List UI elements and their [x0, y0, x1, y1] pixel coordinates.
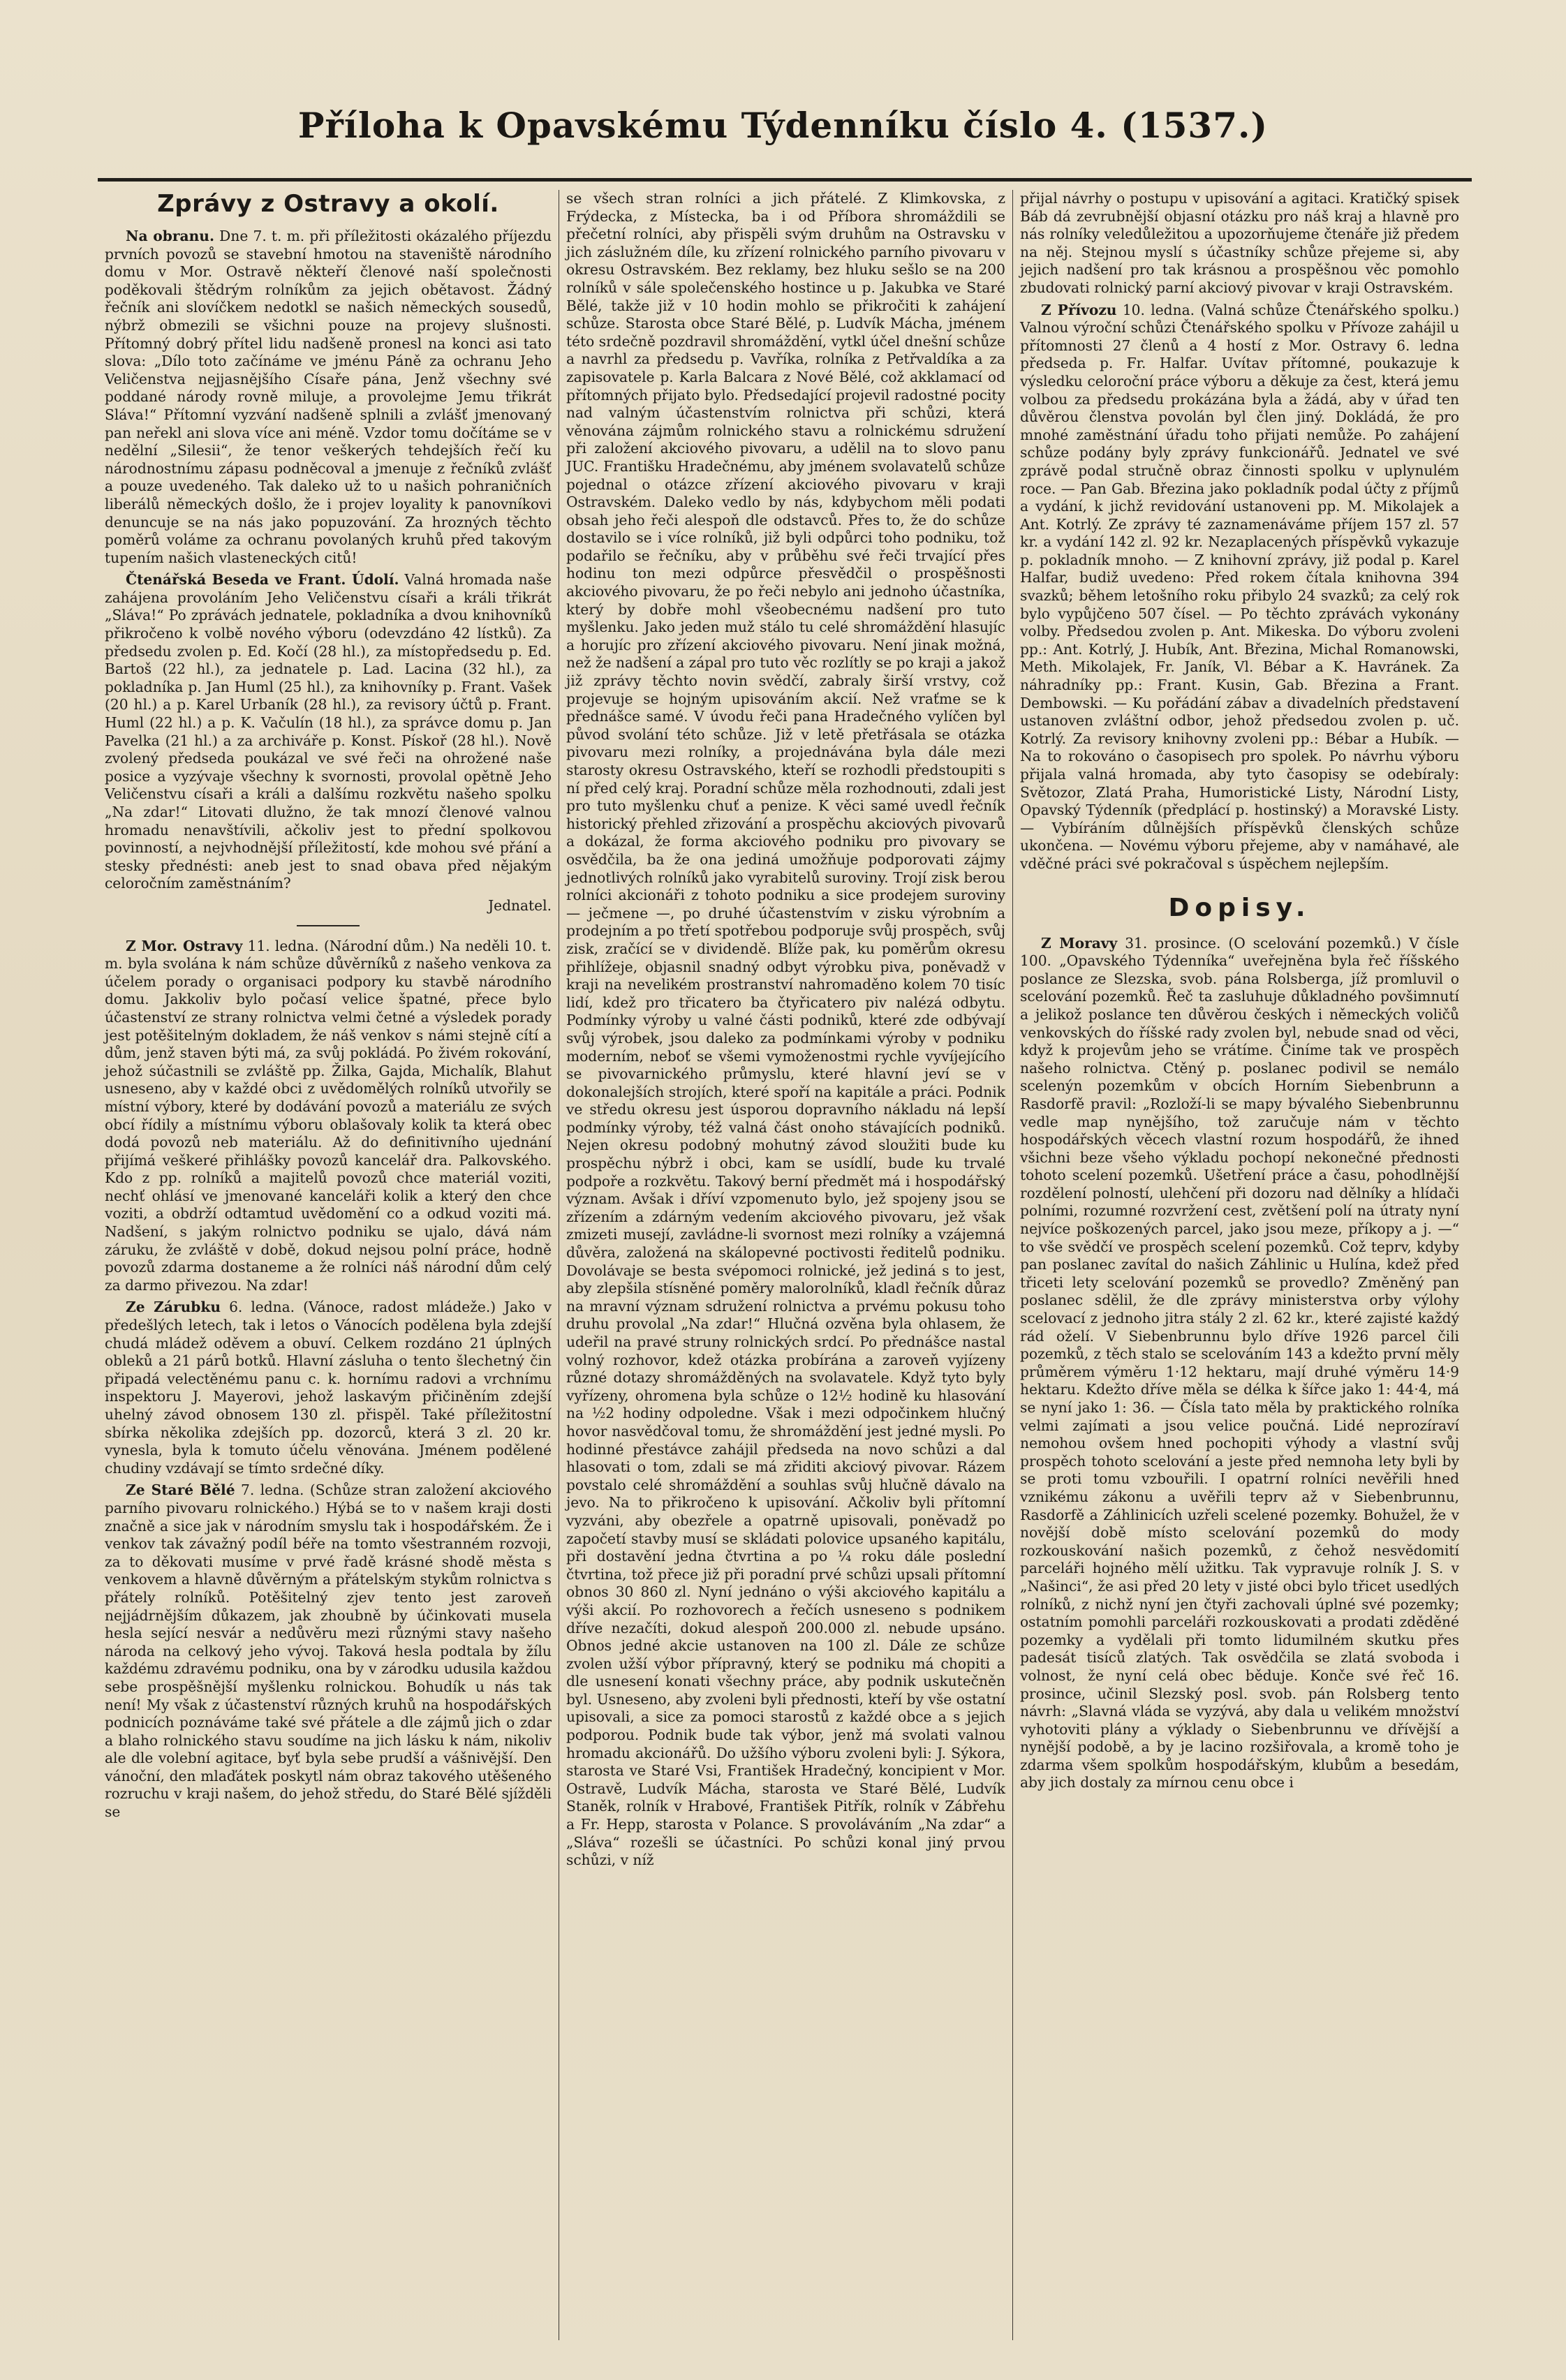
article-text: 11. ledna. (Národní dům.) Na neděli 10. t. m. byla svolána k nám schůze důvěrníků z našeho venkova za účelem porady o organisaci podpory ku stavbě národního domu. Jakkoliv bylo počasí velice špatné, přece bylo účastenství ze strany rolnictva velmi četné a výsledek porady jest potěšitelným dokladem, že náš venkov s námi stejně cítí a dům, jenž staven býti má, za svůj pokládá. Po živém rokování, jehož súčastnili se zvláště pp. Žilka, Gajda, Michalík, Blahut usneseno, aby v každé obci z uvědomělých rolníků utvořily se místní výbory, které by dodávání povozů a materiálu ze svých obcí řídily a místnímu výboru oblašovaly kolik ta která obec dodá povozů neb materiálu. Až do definitivního ujednání přijímá veškeré přihlášky povozů kancelář dra. Palkovského. Kdo z pp. rolníků a majitelů povozů chce materiál voziti, nechť ohlásí ve jmenované kanceláři kolik a který den chce voziti, a obdrží odtamtud uvědomění co a odkud voziti má. Nadšení, s jakým rolnictvo podniku se ujalo, dává nám záruku, že zvláště v době, dokud nejsou polní práce, hodně povozů zdarma dostaneme a že rolníci náš národní dům celý za darmo přivezou. Na zdar! [105, 937, 552, 1294]
article-text: 31. prosince. (O scelování pozemků.) V čísle 100. „Opavského Týdenníka“ uveřejněna byla řeč říšského poslance ze Slezska, svob. pána Rolsberga, jíž promluvil o scelování pozemků. Řeč ta zasluhuje důkladného povšimnutí a jelikož poslance ten důvěrou českých i německých voličů venkovských do říšské rady zvolen byl, nebude snad od věci, když k projevům jeho se vrátíme. Činíme tak ve prospěch našeho rolnictva. Ctěný p. poslanec podivil se nemálo scelenýn pozemkům v obcích Horním Siebenbrunn a Rasdorfě pravil: „Rozloží-li se mapy bývalého Siebenbrunnu vedle map nynějšího, tož zaručuje nám v těchto hospodářských věcech vlastní rozum hospodářů, že ihned všichni beze všeho výkladu pochopí nekonečné přednosti tohoto scelení pozemků. Ušetření práce a času, pohodlnější rozdělení polností, ulehčení při dozoru nad dělníky a hlídači polními, rozumné rozvržení cest, zvětšení polí na útraty nyní nejvíce poškozených parcel, jako jsou meze, příkopy a j. —“ to vše svědčí ve prospěch scelení pozemků. Což teprv, kdyby pan poslanec zavítal do našich Záhlinic u Hulína, kdež před třiceti lety scelování pozemků se provedlo? Změněný pan poslanec sdělil, že dle zprávy ministerstva orby výlohy scelovací z jednoho jitra stály 2 zl. 62 kr., které zajisté každý rád oželí. V Siebenbrunnu bylo dříve 1926 parcel čili pozemků, z těch stalo se scelováním 143 a kdežto první měly průměrem výměru 1·12 hektaru, mají druhé výměru 14·9 hektaru. Kdežto dříve měla se délka k šířce jako 1: 44·4, má se nyní jako 1: 36. — Čísla tato měla by praktického rolníka velmi zajímati a jsou velice poučná. Lidé neprozíraví nemohou ovšem hned pochopiti výhody a vlastní svůj prospěch tohoto scelování a jeste před nemnoha lety byli by se proti tomu vzbouřili. I opatrní rolníci nevěřili hned vznikému zákonu a uvěřili teprv až v Siebenbrunnu, Rasdorfě a Záhlinicích uzřeli scelené pozemky. Bohužel, že v novější době místo scelování pozemků do mody rozkouskování našich pozemků, z čehož nesvědomití parceláři hojného mělí užitku. Tak vypravuje rolník J. S. v „Našinci“, že asi před 20 lety v jisté obci bylo třicet usedlých rolníků, z nichž nyní jen čtyři zachovali úplné své pozemky; ostatním pomohli parceláři rozkouskovati a prodati zděděné pozemky a vydělali při tomto lidumilném skutku přes padesát tisíců zlatých. Tak osvědčila se zlatá svoboda i volnost, že nyní celá obec běduje. Konče své řeč 16. prosince, učinil Slezský posl. svob. pán Rolsberg tento návrh: „Slavná vláda se vyzývá, aby dala u velikém množství vyhotoviti plány a výklady o Siebenbrunnu ve dřívější a nynější podobě, a by je lacino rozšiřovala, a kromě toho je zdarma všem spolkům hospodářským, klubům a besedám, aby jich dostaly za mírnou cenu obce i [1020, 934, 1459, 1791]
column-2 [559, 190, 1012, 2340]
column-3 [1012, 190, 1466, 2340]
article-text: Valná hromada naše zahájena provoláním Jeho Veličenstvu císaři a králi třikrát „Sláva!“ Po zprávách jednatele, pokladníka a dvou knihovníků přikročeno k volbě nového výboru (odevzdáno 42 lístků). Za předsedu zvolen p. Ed. Kočí (28 hl.), za místopředsedu p. Ed. Bartoš (22 hl.), za jednatele p. Lad. Lacina (32 hl.), za pokladníka p. Jan Huml (25 hl.), za knihovníky p. Frant. Vašek (20 hl.) a p. Karel Urbaník (28 hl.), za revisory účtů p. Frant. Huml (22 hl.) a p. K. Vačulín (18 hl.), za správce domu p. Jan Pavelka (21 hl.) a za archiváře p. Konst. Pískoř (28 hl.). Nově zvolený předseda poukázal ve své řeči na ohrožené naše posice a vyzývaje všechny k svornosti, provolal opětně Jeho Veličenstvu císaři a králi a dalšímu rozkvětu našeho spolku „Na zdar!“ Litovati dlužno, že tak mnozí členové valnou hromadu nenavštívili, ačkoliv jest to přední spolkovou povinností, a nejvhodnější příležitostí, kde mohou své přání a stesky přednésti: aneb jest to snad obava před nějakým celoročním zaměstnáním? [105, 571, 552, 892]
columns [98, 190, 1466, 2340]
article-lead: Čtenářská Beseda ve Frant. Údolí. [126, 571, 399, 589]
article-continuation [1020, 190, 1459, 297]
article-privoz [1020, 302, 1459, 873]
article-continuation [566, 190, 1005, 1870]
article-text: Dne 7. t. m. při příležitosti okázalého příjezdu prvních povozů se stavební hmotou na staveniště národního domu v Mor. Ostravě někteří členové naší společnosti poděkovali štědrým rolníkům za jejich obětavost. Žádný řečník ani slovíčkem nedotkl se našich německých sousedů, nýbrž obmezili se všichni pouze na projevy slušnosti. Přítomný dobrý přítel lidu nadšeně pronesl na konci asi tato slova: „Dílo toto začínáme ve jménu Páně za ochranu Jeho Veličenstva nejjasnějšího Císaře pána, Jenž všechny své poddané národy rovně miluje, a provolejme Jemu třikrát Sláva!“ Přítomní vyzvání nadšeně splnili a zvlášť jmenovaný pan neřekl ani slova více ani méně. Vzdor tomu dočítáme se v nedělní „Silesii“, že tenor veškerých tehdejších řečí ku národnostnímu zápasu podněcoval a jmenuje z řečníků zvlášť a pouze uvedeného. Tak daleko už to u našich pohraničních liberálů německých došlo, že i projev loyality k panovníkovi denuncuje se na nás jako popuzování. Za hrozných těchto poměrů voláme za ochranu povolaných kruhů před takovým tupením našich vlasteneckých citů! [105, 228, 552, 566]
article-lead: Z Moravy [1041, 934, 1118, 952]
article-lead: Z Mor. Ostravy [126, 937, 243, 954]
article-lead: Z Přívozu [1041, 301, 1117, 318]
article-text: přijal návrhy o postupu v upisování a agitaci. Kratičký spisek Báb dá zevrubnější objasní otázku pro náš kraj a hlavně pro nás rolníky veledůležitou a upozorňujeme čtenáře již předem na něj. Stejnou myslí s účastníky schůze přejeme si, aby jejich nadšení pro tak krásnou a prospěšnou věc pomohlo zbudovati rolnický parní akciový pivovar v kraji Ostravském. [1020, 190, 1459, 296]
article-stara-bela [105, 1481, 552, 1821]
article-lead: Ze Zárubku [126, 1299, 221, 1316]
article-text: 6. ledna. (Vánoce, radost mládeže.) Jako v předešlých letech, tak i letos o Vánocích podělena byla zdejší chudá mládež oděvem a obuví. Celkem rozdáno 21 úplných obleků a 21 párů botků. Hlavní zásluha o tento šlechetný čin připadá velectěnému panu c. k. hornímu radovi a vrchnímu inspektoru J. Mayerovi, jehož laskavým přičiněním zdejší uhelný závod obnosem 130 zl. přispěl. Také příležitostní sbírka několika zdejších pp. dozorců, která 3 zl. 20 kr. vynesla, byla k tomuto účelu věnována. Jménem podělené chudiny vzdávají se tímto srdečné díky. [105, 1299, 552, 1477]
page-title: Příloha k Opavskému Týdenníku číslo 4. (1537.) [297, 105, 1269, 146]
article-na-obranu [105, 228, 552, 567]
article-text: 10. ledna. (Valná schůze Čtenářského spolku.) Valnou výroční schůzi Čtenářského spolku v Přívoze zahájil u přítomnosti 27 členů a 4 hostí z Mor. Ostravy 6. ledna předseda p. Fr. Halfar. Uvítav přítomné, poukazuje k výsledku celoroční práce výboru a děkuje za čest, která jemu volbou za předsedu prokázána byla a žádá, aby v úřad ten důvěrou členstva povolán byl člen jiný. Dokládá, že pro mnohé zaměstnání úřadu toho přijati nemůže. Po zahájení schůze podány byly zprávy funkcionářů. Jednatel ve své zprávě podal stručně obraz činnosti spolku v uplynulém roce. — Pan Gab. Březina jako pokladník podal účty z příjmů a vydání, k jichž revidování ustanoveni pp. M. Mikolajek a Ant. Kotrlý. Ze zprávy té zaznamenáváme příjem 157 zl. 57 kr. a vydání 142 zl. 92 kr. Nezaplacených příspěvků vykazuje p. pokladník mnoho. — Z knihovní zprávy, již podal p. Karel Halfar, budiž uvedeno: Před rokem čítala knihovna 394 svazků; během letošního roku přibylo 24 svazků; za celý rok bylo vypůjčeno 507 čísel. — Po těchto zprávách vykonány volby. Předsedou zvolen p. Ant. Mikeska. Do výboru zvoleni pp.: Ant. Kotrlý, J. Hubík, Ant. Březina, Michal Romanowski, Meth. Mikolajek, Fr. Janík, Vl. Bébar a K. Havránek. Za náhradníky pp.: Frant. Kusin, Gab. Březina a Frant. Dembowski. — Ku pořádání zábav a divadelních představení ustanoven zvláštní odbor, jehož předsedou zvolen p. uč. Kotrlý. Za revisory knihovny zvoleni pp.: Bébar a Hubík. — Na to rokováno o časopisech pro spolek. Po návrhu výboru přijala valná hromada, aby tyto časopisy se odebíraly: Světozor, Zlatá Praha, Humoristické Listy, Národní Listy, Opavský Týdenník (předplácí p. hostinský) a Moravské Listy. — Vybíráním důlnějších příspěvků členských schůze ukončena. — Novému výboru přejeme, aby v namáhavé, ale vděčné práci své pokračoval s úspěchem nejlepším. [1020, 301, 1459, 872]
article-zarubek [105, 1299, 552, 1477]
article-ctenarska-beseda [105, 571, 552, 893]
article-signature: Jednatel. [488, 896, 552, 914]
dopisy-title: Dopisy. [1168, 893, 1311, 922]
page-header [0, 105, 1566, 146]
article-lead: Na obranu. [126, 228, 214, 244]
article-mor-ostrava [105, 938, 552, 1295]
header-rule [98, 178, 1472, 182]
article-text: se všech stran rolníci a jich přátelé. Z Klimkovska, z Frýdecka, z Místecka, ba i od Příbora shromáždili se přečetní rolníci, aby přispěli svým druhům na Ostravsku v jich záslužném díle, ku zřízení rolnického parního pivovaru v okresu Ostravském. Bez reklamy, bez hluku sešlo se na 200 rolníků v sále společenského hostince u p. Jakubka ve Staré Bělé, takže již v 10 hodin mohlo se přikročiti k zahájení schůze. Starosta obce Staré Bělé, p. Ludvík Mácha, jménem této srdečně pozdravil shromáždění, vytkl účel dnešní schůze a navrhl za předsedu p. Vavříka, rolníka z Petřvaldíka a za zapisovatele p. Karla Balcara z Nové Bělé, což akklamací od přítomných přijato bylo. Předsedající projevil radostné pocity nad valným účastenstvím rolnictva při schůzi, která věnována zájmům rolnického stavu a rolnickému sdružení při založení akciového pivovaru, a udělil na to slovo panu JUC. Františku Hradečnému, aby jménem svolavatelů schůze pojednal o otázce zřízení akciového pivovaru v kraji Ostravském. Daleko vedlo by nás, kdybychom měli podati obsah jeho řeči alespoň dle odstavců. Přes to, že do schůze dostavilo se i více rolníků, již byli odpůrci toho podniku, tož podařilo se řečníku, aby v průběhu své řeči trvající přes hodinu ton mezi odpůrce přesvědčil o prospěšnosti akciového pivovaru, že po řeči nebylo ani jednoho účastníka, který by dobře mohl všeobecnému nadšení pro tuto myšlenku. Jako jeden muž stálo tu celé shromáždění hlasujíc a horujíc pro zřízení akciového pivovaru. Není jinak možná, než že nadšení a zápal pro tuto věc rozlítly se po kraji a jakož již zprávy těchto novin svědčí, zabraly širší vrstvy, což projevuje se hojným upisováním akcií. Než vraťme se k přednášce samé. V úvodu řeči pana Hradečného vylíčen byl původ svolání této schůze. Již v letě přetřásala se otázka pivovaru mezi rolníky, a projednávána byla dále mezi starosty okresu Ostravského, kteří se rozhodli předstoupiti s ní před celý kraj. Poradní schůze měla rozhodnouti, zdali jest pro tuto myšlenku chuť a penize. K věci samé uvedl řečník historický přehled zřizování a prospěchu akciových pivovarů a dokázal, že forma akciového podniku pro pivovary se osvědčila, ba že ona jediná umožňuje podporovati zájmy jednotlivých rolníků jako vyrabitelů suroviny. Trojí zisk berou rolníci akcionáři z tohoto podniku a sice prodejem suroviny — ječmene —, po druhé účastenstvím v zisku výrobním a prodejním a po třetí spotřebou podporuje svůj prospěch, svůj zisk, zračící se v dividendě. Blíže pak, ku poměrům okresu přihlížeje, objasnil snadný odbyt výrobku piva, poněvadž v kraji na nevelikém prostranství nahromaděno kolem 70 tisíc lidí, kdež pro třicatero ba čtyřicatero piv nalézá odbytu. Podmínky výroby u valné části podniků, které zde odbývají svůj výrobek, jsou daleko za podmínkami výroby v podniku moderním, neboť se všemi vymoženostmi rychle vyvíjejícího se pivovarnického průmyslu, které hlavní jeví se v dokonalejších strojích, které spoří na kapitále a práci. Podnik ve středu okresu jest úsporou dopravního nákladu ná lepší podmínky výroby, též valná část onoho stávajících podniků. Nejen okresu podobný mohutný závod sloužiti bude ku prospěchu nýbrž i obci, kam se usídlí, bude ku trvalé podpoře a rozkvětu. Takový berní předmět má i hospodářský význam. Avšak i dříví vzpomenuto bylo, jež spojeny jsou se zřízením a zdárným vedením akciového pivovaru, jež však zmizeti musejí, zavládne-li svornost mezi rolníky a vzájemná důvěra, založená na skálopevné poctivosti ředitelů podniku. Dovolávaje se besta svépomoci rolnické, jež jediná s to jest, aby zlepšila stísněné poměry malorolníků, kladl řečník důraz na mravní význam sdružení rolnictva a prvému pokusu toho druhu provolal „Na zdar!“ Hlučná ozvěna byla ohlasem, že udeřil na pravé struny rolnických srdcí. Po přednášce nastal volný rozhovor, kdež otázka probírána a zaroveň vyjízeny různé dotazy shromážděných na svolavatele. Když tyto byly vyřízeny, ohromena byla schůze o 12½ hodině ku hlasování na ½2 hodiny odpoledne. Však i mezi odpočinkem hlučný hovor nasvědčoval tomu, že shromáždění jest jedné mysli. Po hodinné přestávce zahájil předseda na novo schůzi a dal hlasovati o tom, zdali se má zřiditi akciový pivovar. Rázem povstalo celé shromáždění a souhlas svůj hlučně dávalo na jevo. Na to přikročeno k upisování. Ačkoliv byli přítomní vyzváni, aby obezřele a opatrně upisovali, poněvadž po započetí stavby musí se skládati polovice upsaného kapitálu, při dostavění jedna čtvrtina a po ¼ roku dále poslední čtvrtina, tož přece již při poradní prvé schůzi upsali přítomní obnos 30 860 zl. Nyní jednáno o výši akciového kapitálu a výši akcií. Po rozhovorech a řečích usneseno s podnikem dříve nezačíti, dokud alespoň 200.000 zl. nebude upsáno. Obnos jedné akcie ustanoven na 100 zl. Dále ze schůze zvolen užší výbor přípravný, který se podniku má chopiti a dle usnesení konati všechny práce, aby podnik uskutečněn byl. Usneseno, aby zvoleni byli přednosti, kteří by vše ostatní upisovali, a sice za pomoci starostů z každé obce a s jejich podporou. Podnik bude tak výbor, jenž má svolati valnou hromadu akcionářů. Do užšího výboru zvoleni byli: J. Sýkora, starosta ve Staré Vsi, František Hradečný, koncipient v Mor. Ostravě, Ludvík Mácha, starosta ve Staré Bělé, Ludvík Staněk, rolník v Hrabové, František Pitřík, rolník v Zábřehu a Fr. Hepp, starosta v Polance. S provoláváním „Na zdar“ a „Sláva“ rozešli se účastníci. Po schůzi konal jiný prvou schůzi, v níž [566, 190, 1006, 1869]
article-lead: Ze Staré Bělé [126, 1481, 235, 1499]
article-z-moravy [1020, 935, 1459, 1793]
section-title: Zprávy z Ostravy a okolí. [157, 190, 499, 218]
article-separator [297, 925, 360, 926]
column-1 [98, 190, 559, 2340]
article-text: 7. ledna. (Schůze stran založení akciového parního pivovaru rolnického.) Hýbá se to v našem kraji dosti značně a sice jak v národním smyslu tak i hospodářském. Že i venkov tak závažný podíl béře na tomto všestranném rozvoji, za to děkovati musíme v prvé řadě krásné shodě města s venkovem a hlavně důvěrným a přátelským stykům rolnictva s přátely rolníků. Potěšitelný zjev tento jest zaroveň nejjádrnějším důkazem, jak zhoubně by účinkovati musela hesla sející nesvár a nedůvěru mezi různými stavy našeho národa na celkový jeho vývoj. Taková hesla podtala by žílu každému zdravému podniku, ona by v zárodku udusila každou sebe prospěšnější myšlenku rolnickou. Bohudík u nás tak není! My však z účastenství různých kruhů na hospodářských podnicích poznáváme také své přátele a dle zájmů jich o zdar a blaho rolnického stavu soudíme na jich lásku k nám, nikoliv ale dle volební agitace, byť byla sebe prudší a vášnivější. Den vánoční, den mlaďátek poskytl nám obraz takového utěšeného rozruchu v kraji našem, do jehož středu, do Staré Bělé sjížděli se [105, 1481, 552, 1821]
